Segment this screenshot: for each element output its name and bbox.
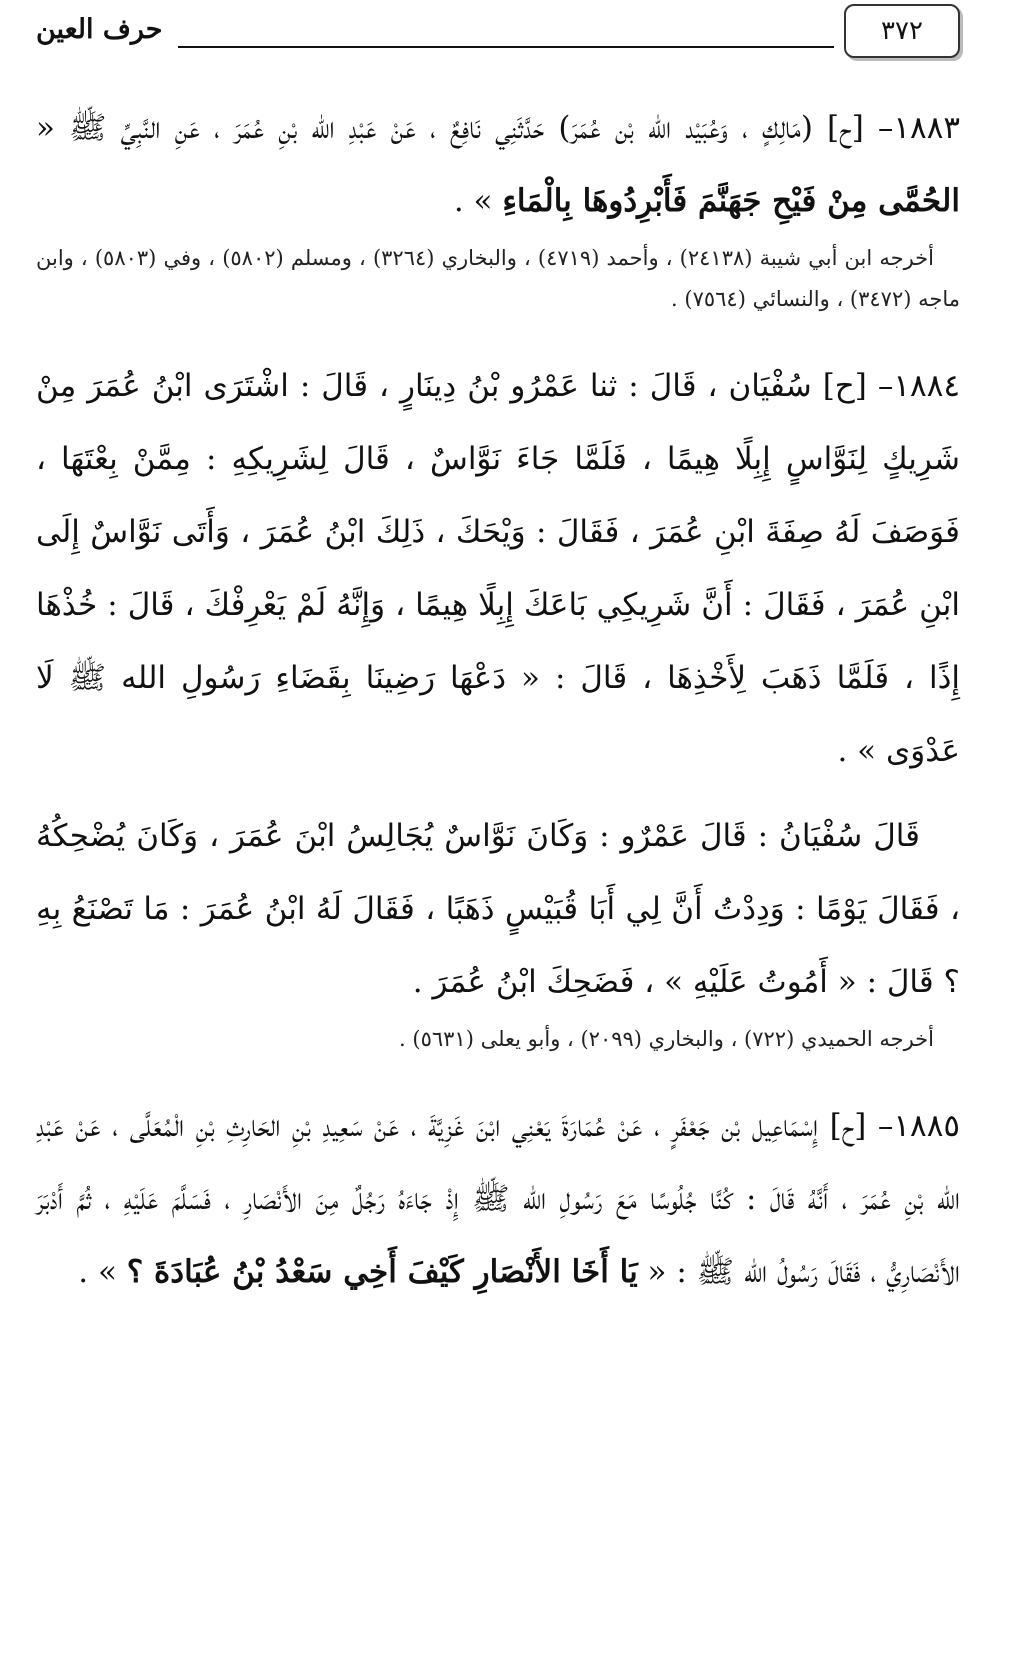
hadith-text: – [ح] إِسْمَاعِيل بْن جَعْفَرٍ ، عَنْ عُمَارَةَ يَعْنِي ابْنَ غَزِيَّةَ ، عَنْ سَعِيدِ بْنِ الحَارِثِ بْنِ الْمُعَلَّى ، عَنْ عَبْدِ الله بْنِ عُمَرَ ، أَنَّهُ قَالَ : كُنَّا جُلُوسًا مَعَ رَسُولِ الله ﷺ إِذْ جَاءَهُ رَجُلٌ مِنَ الأَنْصَارِ ، فَسَلَّمَ عَلَيْهِ ، ثُمَّ أَدْبَرَ الأَنْصَارِيُّ ، فَقَالَ رَسُولُ الله ﷺ : « [36,1108,961,1290]
page-number-box: ٣٧٢ [844,4,960,58]
hadith-1884-continuation: قَالَ سُفْيَانُ : قَالَ عَمْرٌو : وَكَانَ نَوَّاسٌ يُجَالِسُ ابْنَ عُمَرَ ، وَكَانَ يُضْحِكُهُ ، فَقَالَ يَوْمًا : وَدِدْتُ أَنَّ لِي أَبَا قُبَيْسٍ ذَهَبًا ، فَقَالَ لَهُ ابْنُ عُمَرَ : مَا تَصْنَعُ بِهِ ؟ قَالَ : « أَمُوتُ عَلَيْهِ » ، فَضَحِكَ ابْنُ عُمَرَ . [36,818,960,1000]
hadith-number: ١٨٨٤ [893,368,960,404]
takhrij-1884: أخرجه الحميدي (٧٢٢) ، والبخاري (٢٠٩٩) ، وأبو يعلى (٥٦٣١) . [399,1027,934,1051]
page-content [36,92,960,1309]
hadith-number: ١٨٨٥ [893,1108,960,1144]
hadith-text: – [ح] سُفْيَان ، قَالَ : ثنا عَمْرُو بْنُ دِينَارٍ ، قَالَ : اشْتَرَى ابْنُ عُمَرَ مِنْ شَرِيكٍ لِنَوَّاسٍ إِبِلًا هِيمًا ، فَلَمَّا جَاءَ نَوَّاسٌ ، قَالَ لِشَرِيكِهِ : مِمَّنْ بِعْتَهَا ، فَوَصَفَ لَهُ صِفَةَ ابْنِ عُمَرَ ، فَقَالَ : وَيْحَكَ ، ذَلِكَ ابْنُ عُمَرَ ، وَأَتَى نَوَّاسٌ إِلَى ابْنِ عُمَرَ ، فَقَالَ : أَنَّ شَرِيكِي بَاعَكَ إِبِلًا هِيمًا ، وَإِنَّهُ لَمْ يَعْرِفْكَ ، قَالَ : خُذْهَا إِذًا ، فَلَمَّا ذَهَبَ لِأَخْذِهَا ، قَالَ : « دَعْهَا رَضِينَا بِقَضَاءِ رَسُولِ الله ﷺ لَا عَدْوَى » . [36,368,960,769]
hadith-matn-bold: يَا أَخَا الأَنْصَارِ كَيْفَ أَخِي سَعْدُ بْنُ عُبَادَةَ ؟ [126,1254,638,1290]
chapter-title: حرف العين [36,14,163,45]
takhrij-1883: أخرجه ابن أبي شيبة (٢٤١٣٨) ، وأحمد (٤٧١٩) ، والبخاري (٣٢٦٤) ، ومسلم (٥٨٠٢) ، وفي (٥٨٠٣) ، وابن ماجه (٣٤٧٢) ، والنسائي (٧٥٦٤) . [36,246,960,311]
hadith-text-end: » . [78,1254,127,1290]
header-rule [178,46,834,48]
page-header [36,4,960,58]
hadith-1883 [36,92,960,238]
hadith-1884 [36,350,960,788]
hadith-number: ١٨٨٣ [893,110,960,146]
hadith-text-end: » . [453,183,503,219]
hadith-matn-bold: الحُمَّى مِنْ فَيْحِ جَهَنَّمَ فَأَبْرِدُوهَا بِالْمَاءِ [502,183,960,219]
hadith-text: – [ح] (مَالِكٍ ، وَعُبَيْد الله بْن عُمَرَ) حَدَّثَنِي نَافِعٌ ، عَنْ عَبْدِ الله بْنِ عُمَرَ ، عَنِ النَّبِيِّ ﷺ « [36,110,894,146]
hadith-1885 [36,1090,960,1309]
